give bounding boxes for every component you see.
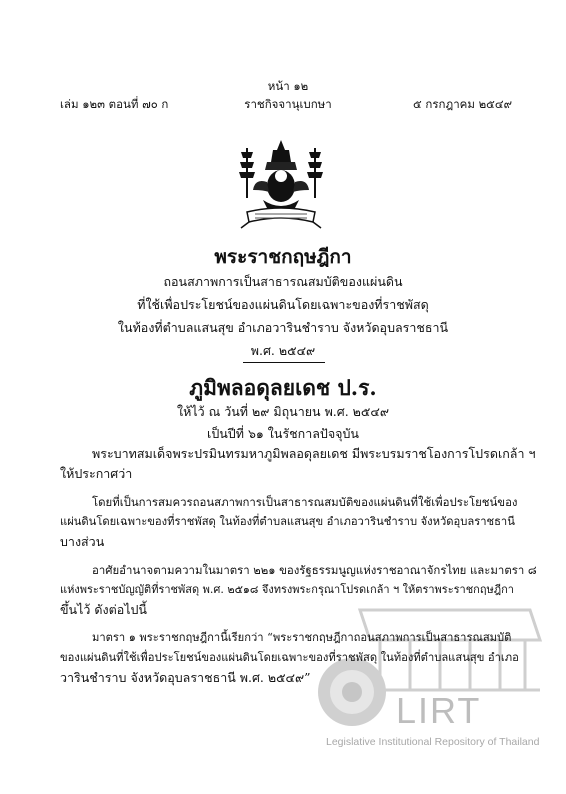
given-date: ให้ไว้ ณ วันที่ ๒๙ มิถุนายน พ.ศ. ๒๕๔๙ xyxy=(177,404,389,419)
decree-title: พระราชกฤษฎีกา xyxy=(214,246,352,268)
paragraph-3-line-2: แห่งพระราชบัญญัติที่ราชพัสดุ พ.ศ. ๒๕๑๘ จึงทรงพระกรุณาโปรดเกล้า ฯ ให้ตราพระราชกฤษฎีกา xyxy=(60,583,514,596)
paragraph-2-line-1: โดยที่เป็นการสมควรถอนสภาพการเป็นสาธารณสมบัติของแผ่นดินที่ใช้เพื่อประโยชน์ของ xyxy=(92,495,518,509)
reign-year: เป็นปีที่ ๖๑ ในรัชกาลปัจจุบัน xyxy=(207,426,359,441)
gazette-date: ๕ กรกฎาคม ๒๕๔๙ xyxy=(413,97,512,111)
section-1-line-3: วารินชำราบ จังหวัดอุบลราชธานี พ.ศ. ๒๕๔๙” xyxy=(60,670,311,685)
king-signature-name: ภูมิพลอดุลยเดช ป.ร. xyxy=(189,375,377,400)
gazette-name: ราชกิจจานุเบกษา xyxy=(244,97,332,111)
paragraph-3-line-1: อาศัยอำนาจตามความในมาตรา ๒๒๑ ของรัฐธรรมนูญแห่งราชอาณาจักรไทย และมาตรา ๘ xyxy=(92,563,537,577)
title-divider xyxy=(243,362,325,363)
paragraph-2-line-3: บางส่วน xyxy=(60,534,105,549)
lirt-logo-text: LIRT xyxy=(396,690,482,731)
paragraph-2-line-2: แผ่นดินโดยเฉพาะของที่ราชพัสดุ ในท้องที่ตำบลแสนสุข อำเภอวารินชำราบ จังหวัดอุบลราชธานี xyxy=(60,515,515,528)
volume-section: เล่ม ๑๒๓ ตอนที่ ๗๐ ก xyxy=(60,97,169,111)
section-1-line-2: ของแผ่นดินที่ใช้เพื่อประโยชน์ของแผ่นดินโดยเฉพาะของที่ราชพัสดุ ในท้องที่ตำบลแสนสุข อำเภอ xyxy=(60,651,519,664)
paragraph-1-line-2: ให้ประกาศว่า xyxy=(60,466,133,481)
decree-subtitle-line-2: ที่ใช้เพื่อประโยชน์ของแผ่นดินโดยเฉพาะของที่ราชพัสดุ xyxy=(137,297,429,312)
garuda-emblem-icon xyxy=(233,138,329,230)
page-number: หน้า ๑๒ xyxy=(267,79,309,93)
decree-year: พ.ศ. ๒๕๔๙ xyxy=(250,343,316,358)
decree-subtitle-line-3: ในท้องที่ตำบลแสนสุข อำเภอวารินชำราบ จังหวัดอุบลราชธานี xyxy=(117,320,449,335)
paragraph-1-line-1: พระบาทสมเด็จพระปรมินทรมหาภูมิพลอดุลยเดช มีพระบรมราชโองการโปรดเกล้า ฯ xyxy=(92,446,536,461)
paragraph-3-line-3: ขึ้นไว้ ดังต่อไปนี้ xyxy=(60,602,147,617)
section-1-line-1: มาตรา ๑ พระราชกฤษฎีกานี้เรียกว่า “พระราชกฤษฎีกาถอนสภาพการเป็นสาธารณสมบัติ xyxy=(92,631,512,644)
lirt-tagline: Legislative Institutional Repository of Thailand xyxy=(326,736,540,748)
decree-subtitle-line-1: ถอนสภาพการเป็นสาธารณสมบัติของแผ่นดิน xyxy=(163,274,403,289)
